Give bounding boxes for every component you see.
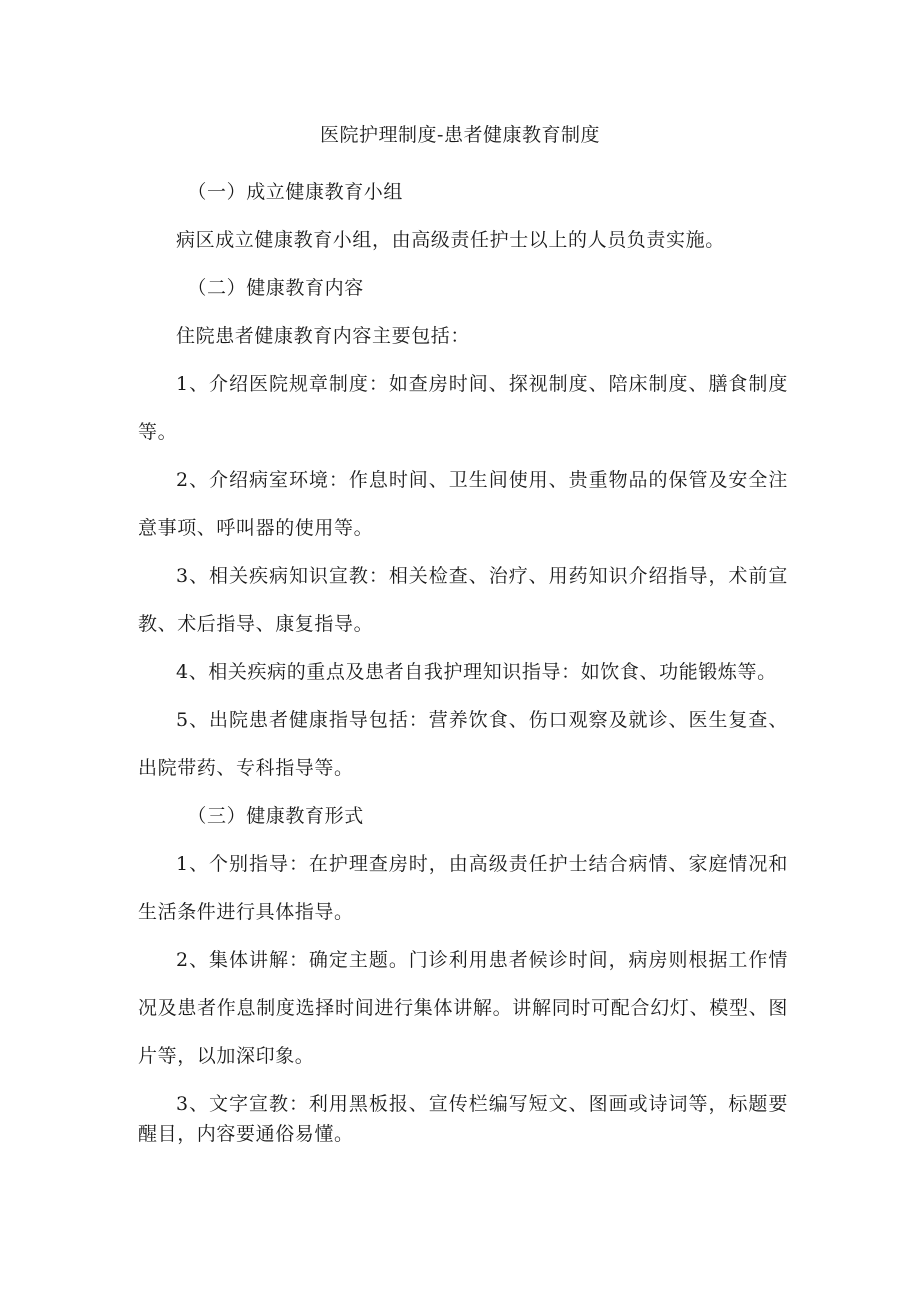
section-heading-2: （二）健康教育内容 bbox=[187, 277, 364, 299]
list-item: 1、个别指导：在护理查房时，由高级责任护士结合病情、家庭情况和生活条件进行具体指导。 bbox=[138, 853, 788, 923]
section-heading-3: （三）健康教育形式 bbox=[187, 805, 364, 827]
list-item: 4、相关疾病的重点及患者自我护理知识指导：如饮食、功能锻炼等。 bbox=[176, 661, 777, 683]
section-heading-1: （一）成立健康教育小组 bbox=[187, 181, 403, 203]
paragraph: 病区成立健康教育小组，由高级责任护士以上的人员负责实施。 bbox=[176, 229, 725, 251]
list-item: 3、相关疾病知识宣教：相关检查、治疗、用药知识介绍指导，术前宣教、术后指导、康复指导。 bbox=[138, 565, 788, 635]
list-item: 2、集体讲解：确定主题。门诊利用患者候诊时间，病房则根据工作情况及患者作息制度选择时间进行集体讲解。讲解同时可配合幻灯、模型、图片等，以加深印象。 bbox=[138, 949, 788, 1067]
list-item: 1、介绍医院规章制度：如查房时间、探视制度、陪床制度、膳食制度等。 bbox=[138, 373, 788, 443]
list-item: 5、出院患者健康指导包括：营养饮食、伤口观察及就诊、医生复查、出院带药、专科指导等。 bbox=[138, 709, 788, 779]
list-item: 2、介绍病室环境：作息时间、卫生间使用、贵重物品的保管及安全注意事项、呼叫器的使用等。 bbox=[138, 469, 788, 539]
document-body bbox=[138, 168, 788, 1149]
document-title: 医院护理制度-患者健康教育制度 bbox=[320, 124, 600, 146]
paragraph: 住院患者健康教育内容主要包括： bbox=[176, 325, 471, 347]
list-item: 3、文字宣教：利用黑板报、宣传栏编写短文、图画或诗词等，标题要醒目，内容要通俗易懂。 bbox=[138, 1093, 788, 1145]
